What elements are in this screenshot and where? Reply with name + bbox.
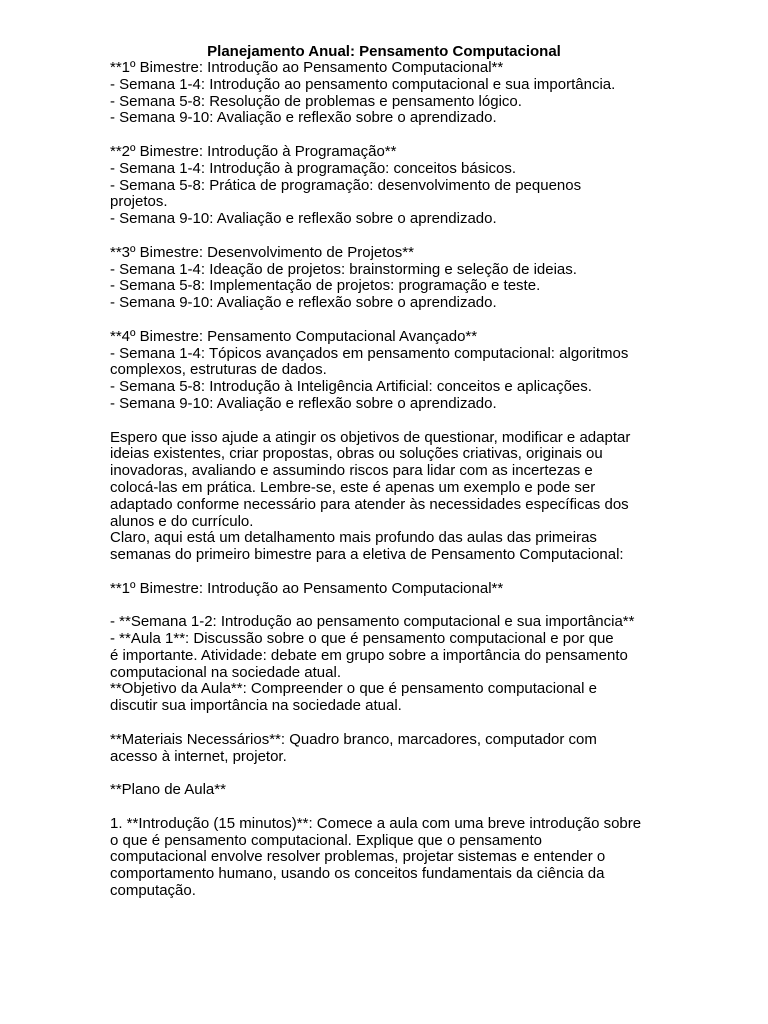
text-line: **2º Bimestre: Introdução à Programação** bbox=[110, 142, 397, 160]
text-line: **Materiais Necessários**: Quadro branco, marcadores, computador com bbox=[110, 730, 597, 748]
blank-line bbox=[110, 413, 670, 430]
blank-line bbox=[110, 228, 670, 245]
text-line: acesso à internet, projetor. bbox=[110, 747, 287, 765]
text-line: **3º Bimestre: Desenvolvimento de Projetos** bbox=[110, 243, 414, 261]
text-line: 1. **Introdução (15 minutos)**: Comece a aula com uma breve introdução sobre bbox=[110, 814, 642, 832]
text-line: **1º Bimestre: Introdução ao Pensamento Computacional** bbox=[110, 579, 504, 597]
text-line: - Semana 5-8: Resolução de problemas e pensamento lógico. bbox=[110, 92, 522, 110]
text-line: **1º Bimestre: Introdução ao Pensamento Computacional** bbox=[110, 59, 504, 76]
blank-line bbox=[110, 564, 670, 581]
blank-line bbox=[110, 598, 670, 615]
text-line: semanas do primeiro bimestre para a eletiva de Pensamento Computacional: bbox=[110, 546, 624, 564]
text-line: Espero que isso ajude a atingir os objetivos de questionar, modificar e adaptar bbox=[110, 428, 631, 446]
text-line: - **Aula 1**: Discussão sobre o que é pensamento computacional e por que bbox=[110, 630, 614, 648]
blank-line bbox=[110, 799, 670, 816]
text-line: computação. bbox=[110, 882, 196, 900]
text-line: - Semana 1-4: Ideação de projetos: brainstorming e seleção de ideias. bbox=[110, 260, 577, 278]
blank-line bbox=[110, 312, 670, 329]
text-line: computacional envolve resolver problemas, projetar sistemas e entender o bbox=[110, 848, 606, 866]
text-line: **Plano de Aula** bbox=[110, 781, 226, 799]
text-line: - Semana 9-10: Avaliação e reflexão sobre o aprendizado. bbox=[110, 394, 497, 412]
text-line: alunos e do currículo. bbox=[110, 512, 254, 530]
text-line: é importante. Atividade: debate em grupo sobre a importância do pensamento bbox=[110, 646, 628, 664]
text-line: - Semana 1-4: Introdução à programação: conceitos básicos. bbox=[110, 159, 517, 177]
blank-line bbox=[110, 127, 670, 144]
text-line: - Semana 1-4: Introdução ao pensamento computacional e sua importância. bbox=[110, 75, 616, 93]
text-line: - Semana 9-10: Avaliação e reflexão sobre o aprendizado. bbox=[110, 210, 497, 228]
text-line: - Semana 5-8: Prática de programação: desenvolvimento de pequenos bbox=[110, 176, 582, 194]
text-line: - Semana 5-8: Introdução à Inteligência Artificial: conceitos e aplicações. bbox=[110, 378, 592, 396]
text-line: computacional na sociedade atual. bbox=[110, 663, 341, 681]
text-line: comportamento humano, usando os conceitos fundamentais da ciência da bbox=[110, 865, 605, 883]
text-line: discutir sua importância na sociedade atual. bbox=[110, 697, 402, 715]
text-line: inovadoras, avaliando e assumindo riscos para lidar com as incertezas e bbox=[110, 462, 593, 480]
text-line: - **Semana 1-2: Introdução ao pensamento computacional e sua importância** bbox=[110, 613, 635, 631]
blank-line bbox=[110, 715, 670, 732]
text-line: - Semana 9-10: Avaliação e reflexão sobre o aprendizado. bbox=[110, 109, 497, 127]
blank-line bbox=[110, 765, 670, 782]
document-title: Planejamento Anual: Pensamento Computacional bbox=[207, 43, 561, 60]
text-line: adaptado conforme necessário para atender às necessidades específicas dos bbox=[110, 495, 629, 513]
text-line: **4º Bimestre: Pensamento Computacional Avançado** bbox=[110, 327, 478, 345]
text-line: o que é pensamento computacional. Explique que o pensamento bbox=[110, 831, 542, 849]
text-line: complexos, estruturas de dados. bbox=[110, 361, 327, 379]
text-line: **Objetivo da Aula**: Compreender o que é pensamento computacional e bbox=[110, 680, 597, 698]
text-line: colocá-las em prática. Lembre-se, este é apenas um exemplo e pode ser bbox=[110, 478, 596, 496]
text-line: - Semana 1-4: Tópicos avançados em pensamento computacional: algoritmos bbox=[110, 344, 629, 362]
text-line: - Semana 5-8: Implementação de projetos: programação e teste. bbox=[110, 277, 541, 295]
text-line: Claro, aqui está um detalhamento mais profundo das aulas das primeiras bbox=[110, 529, 597, 547]
text-line: - Semana 9-10: Avaliação e reflexão sobre o aprendizado. bbox=[110, 294, 497, 312]
document-body bbox=[110, 60, 670, 900]
text-line: projetos. bbox=[110, 193, 168, 211]
text-line: ideias existentes, criar propostas, obras ou soluções criativas, originais ou bbox=[110, 445, 603, 463]
